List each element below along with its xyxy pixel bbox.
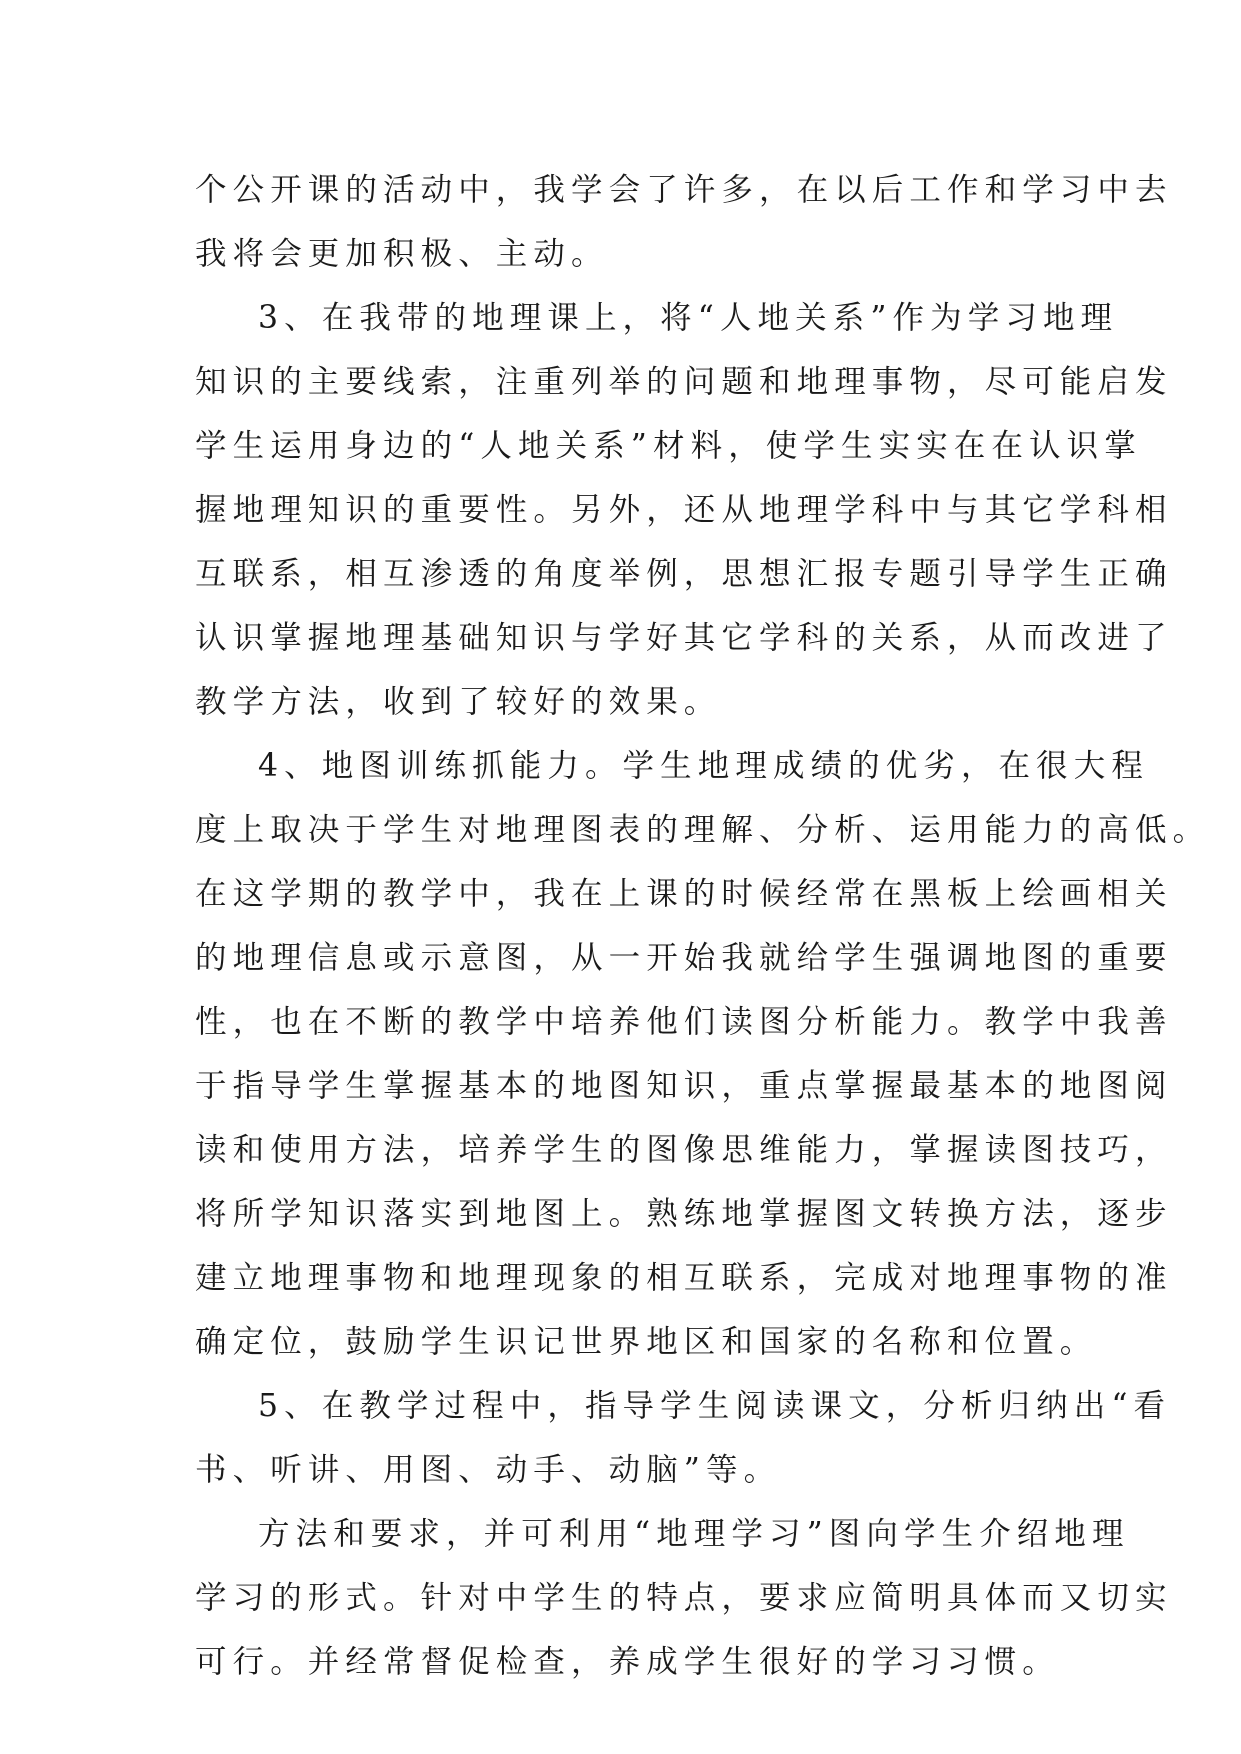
body-text (195, 158, 1211, 1694)
text-line: 书、听讲、用图、动手、动脑”等。 (195, 1452, 782, 1488)
text-line: 确定位，鼓励学生识记世界地区和国家的名称和位置。 (195, 1324, 1098, 1360)
paragraph-3-start: 3、在我带的地理课上，将“人地关系”作为学习地理 (258, 300, 1119, 336)
text-line: 读和使用方法，培养学生的图像思维能力，掌握读图技巧， (195, 1132, 1173, 1168)
text-line: 我将会更加积极、主动。 (195, 236, 609, 272)
paragraph-4-start: 4、地图训练抓能力。学生地理成绩的优劣，在很大程 (258, 748, 1149, 784)
text-line: 学生运用身边的“人地关系”材料，使学生实实在在认识掌 (195, 428, 1142, 464)
text-line: 度上取决于学生对地理图表的理解、分析、运用能力的高低。 (195, 812, 1211, 848)
paragraph-5-start: 5、在教学过程中，指导学生阅读课文，分析归纳出“看 (258, 1388, 1172, 1424)
text-line: 握地理知识的重要性。另外，还从地理学科中与其它学科相 (195, 492, 1173, 528)
text-line: 教学方法，收到了较好的效果。 (195, 684, 722, 720)
text-line: 性，也在不断的教学中培养他们读图分析能力。教学中我善 (195, 1004, 1173, 1040)
text-line: 将所学知识落实到地图上。熟练地掌握图文转换方法，逐步 (195, 1196, 1173, 1232)
text-line: 的地理信息或示意图，从一开始我就给学生强调地图的重要 (195, 940, 1173, 976)
text-line: 认识掌握地理基础知识与学好其它学科的关系，从而改进了 (195, 620, 1173, 656)
text-line: 可行。并经常督促检查，养成学生很好的学习习惯。 (195, 1644, 1060, 1680)
text-line: 学习的形式。针对中学生的特点，要求应简明具体而又切实 (195, 1580, 1173, 1616)
text-line: 建立地理事物和地理现象的相互联系，完成对地理事物的准 (195, 1260, 1173, 1296)
text-line: 于指导学生掌握基本的地图知识，重点掌握最基本的地图阅 (195, 1068, 1173, 1104)
text-line: 知识的主要线索，注重列举的问题和地理事物，尽可能启发 (195, 364, 1173, 400)
text-line: 在这学期的教学中，我在上课的时候经常在黑板上绘画相关 (195, 876, 1173, 912)
text-line: 个公开课的活动中，我学会了许多，在以后工作和学习中去 (195, 172, 1173, 208)
text-line: 互联系，相互渗透的角度举例，思想汇报专题引导学生正确 (195, 556, 1173, 592)
paragraph-6-start: 方法和要求，并可利用“地理学习”图向学生介绍地理 (258, 1516, 1130, 1552)
